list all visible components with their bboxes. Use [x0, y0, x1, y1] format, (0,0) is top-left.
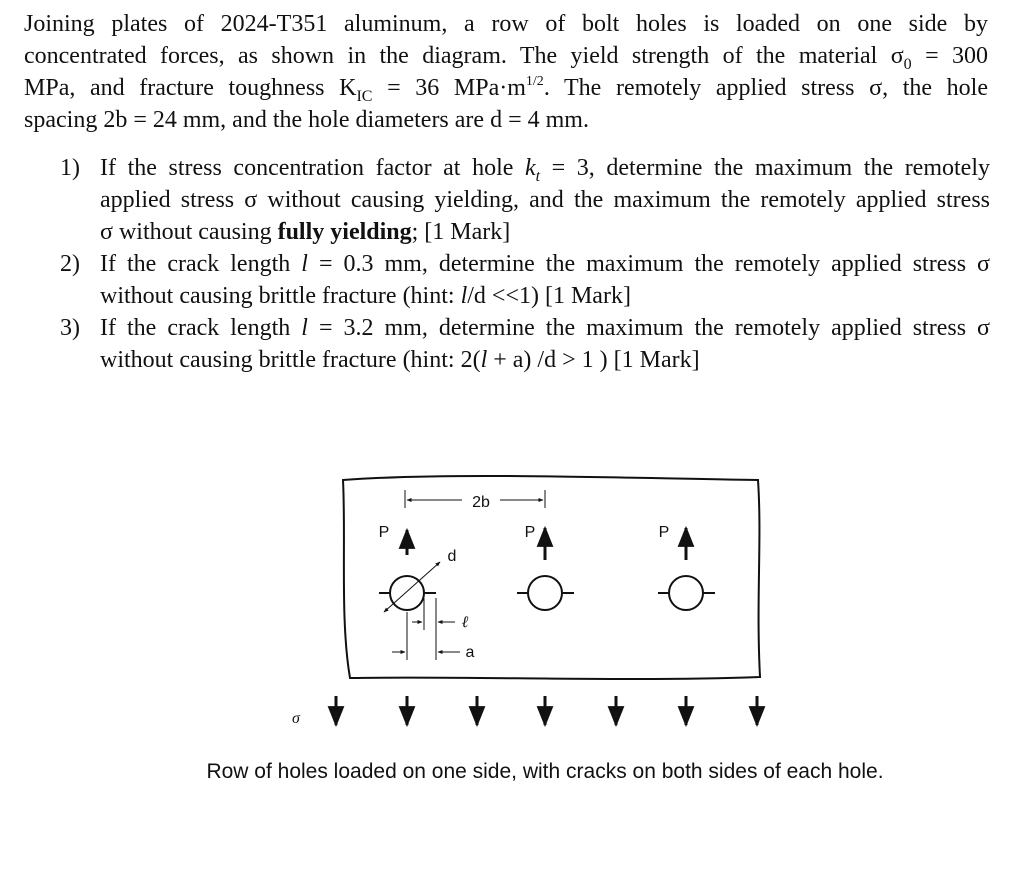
diameter-arrow [384, 562, 440, 612]
label-l: ℓ [461, 614, 469, 631]
question-2 [60, 248, 990, 312]
question-number: 2) [60, 251, 80, 277]
question-number: 1) [60, 155, 80, 181]
label-2b: 2b [472, 494, 490, 511]
hole-2 [517, 524, 574, 610]
label-sigma: σ [292, 710, 300, 727]
problem-statement [24, 8, 988, 136]
label-p: P [378, 524, 390, 541]
stress-arrows [336, 696, 757, 725]
label-p: P [658, 524, 670, 541]
question-line: If the crack length l = 3.2 mm, determine the maximum the remotely applied stress σ [100, 315, 990, 341]
question-list [60, 152, 990, 376]
hole-3 [658, 524, 715, 610]
question-line: without causing brittle fracture (hint: 2(l + a) /d > 1 ) [1 Mark] [100, 347, 700, 373]
question-line: σ without causing fully yielding; [1 Mark] [100, 219, 511, 245]
intro-line-4: spacing 2b = 24 mm, and the hole diameters are d = 4 mm. [24, 107, 589, 133]
intro-line-1: Joining plates of 2024-T351 aluminum, a row of bolt holes is loaded on one side by [24, 11, 988, 37]
question-3 [60, 312, 990, 376]
question-line: applied stress σ without causing yielding, and the maximum the remotely applied stress [100, 187, 990, 213]
label-a: a [465, 644, 475, 661]
intro-line-3: MPa, and fracture toughness $K_{IC} = 36$ $MPa\cdot m^{1/2}$. The remotely applied stress σ, the hole [24, 74, 988, 105]
question-line: without causing brittle fracture (hint: l/d <<1) [1 Mark] [100, 283, 631, 309]
figure-caption: Row of holes loaded on one side, with cracks on both sides of each hole. [206, 760, 884, 783]
label-p: P [524, 524, 536, 541]
plate-diagram [280, 465, 780, 735]
question-line: If the stress concentration factor at hole $k_t = 3$, determine the maximum the remotely [100, 155, 990, 185]
label-d: d [447, 548, 457, 565]
question-line: If the crack length l = 0.3 mm, determine the maximum the remotely applied stress σ [100, 251, 990, 277]
question-number: 3) [60, 315, 80, 341]
intro-line-2: concentrated forces, as shown in the diagram. The yield strength of the material $\sigma_0 = 300$ [24, 43, 988, 73]
hole-1 [379, 524, 475, 661]
question-1 [60, 152, 990, 248]
